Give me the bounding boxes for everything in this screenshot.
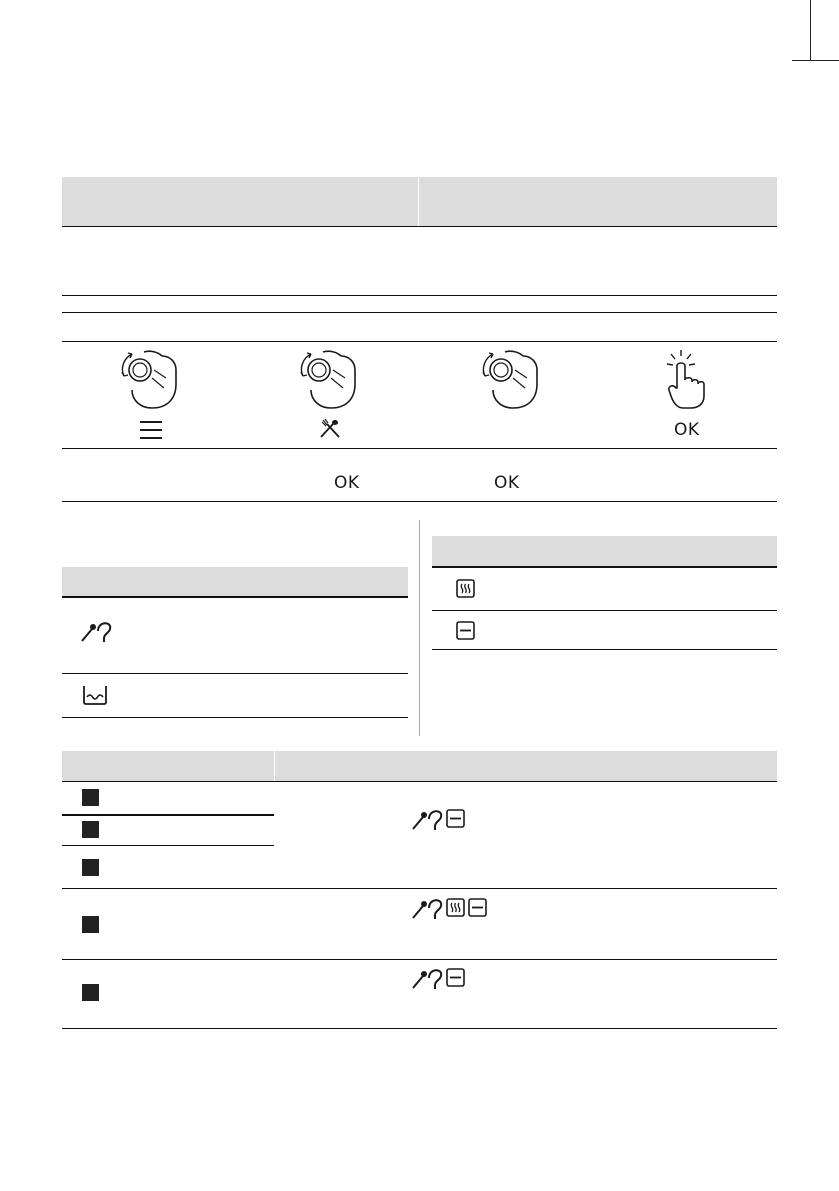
row-marker: [82, 984, 99, 1001]
rule: [62, 226, 777, 227]
rule: [62, 673, 408, 674]
knob-turn-icon: [479, 348, 539, 410]
knob-turn-icon: [297, 348, 357, 410]
rule: [432, 610, 777, 611]
ok-label: OK: [674, 420, 700, 440]
rule: [432, 566, 777, 568]
top-bottom-heat-icon: [456, 579, 475, 598]
menu-icon: [140, 420, 162, 440]
row-marker: [82, 821, 99, 838]
core-sensor-icon: [411, 896, 444, 920]
crop-mark-vertical: [810, 0, 811, 60]
ok-label: OK: [334, 473, 360, 493]
rule: [62, 312, 777, 313]
rule: [62, 888, 777, 889]
cutlery-icon: [319, 419, 341, 439]
rule: [62, 448, 777, 449]
header-column-divider: [274, 751, 275, 781]
crop-mark-horizontal: [792, 60, 839, 61]
rule: [62, 781, 777, 782]
rule: [432, 649, 777, 650]
finger-tap-icon: [665, 350, 707, 410]
bottom-heat-icon: [468, 898, 487, 917]
core-sensor-icon: [80, 619, 113, 643]
procedure-table-header: [62, 177, 777, 226]
rule: [62, 295, 777, 296]
water-tray-icon: [82, 684, 108, 706]
rule: [62, 717, 408, 718]
column-divider: [419, 520, 420, 736]
row-marker: [82, 859, 99, 876]
row-marker: [82, 789, 99, 806]
core-sensor-icon: [411, 966, 444, 990]
header-column-divider: [418, 177, 419, 226]
rule: [62, 341, 777, 342]
rule: [62, 845, 274, 846]
rule: [62, 596, 408, 598]
rule: [62, 501, 777, 502]
knob-turn-icon: [118, 348, 178, 410]
rule: [62, 814, 274, 816]
top-bottom-heat-icon: [446, 898, 465, 917]
core-sensor-icon: [411, 807, 444, 831]
accessory-table-left-header: [62, 567, 408, 596]
row-marker: [82, 916, 99, 933]
ok-label: OK: [494, 473, 520, 493]
program-table-header: [62, 751, 777, 781]
rule: [62, 1028, 777, 1029]
bottom-heat-icon: [456, 621, 475, 640]
heating-table-right-header: [432, 536, 777, 566]
bottom-heat-icon: [446, 809, 465, 828]
bottom-heat-icon: [446, 968, 465, 987]
rule: [62, 959, 777, 960]
